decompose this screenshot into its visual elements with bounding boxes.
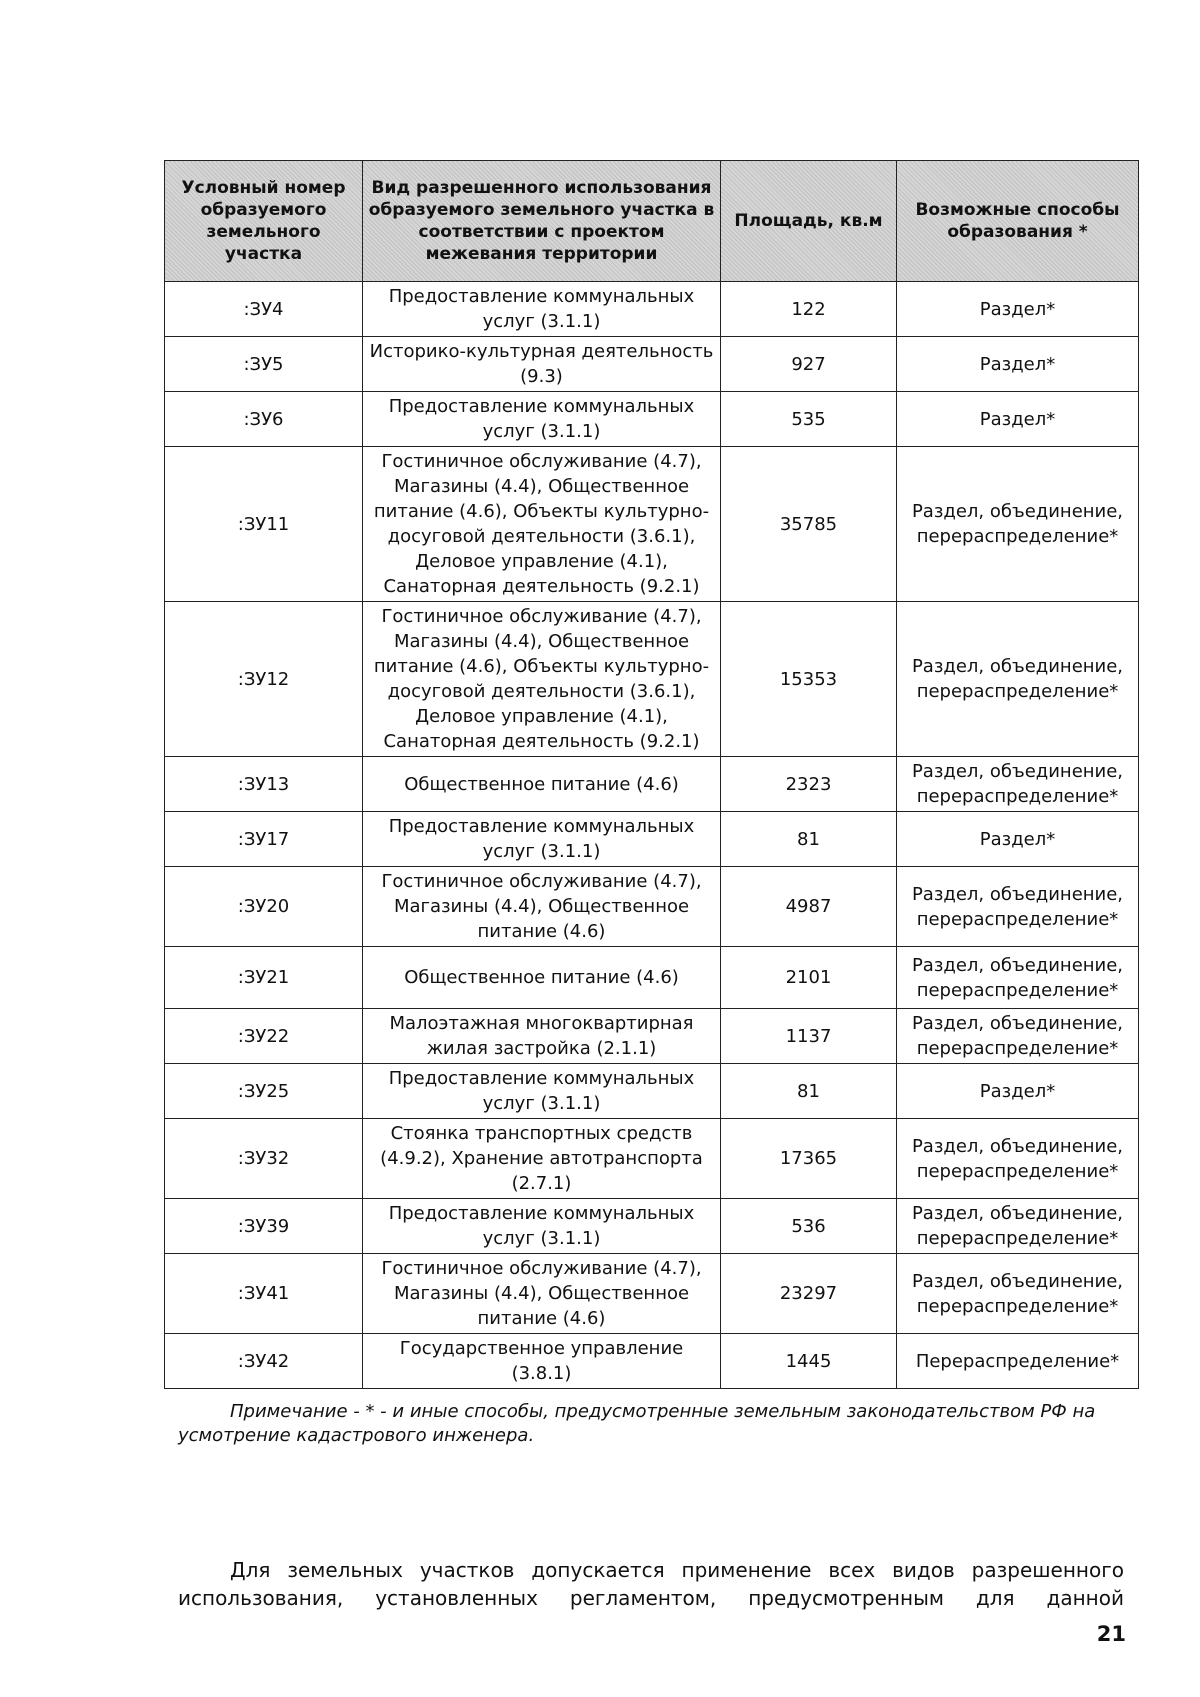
cell-formation-method: Раздел* <box>897 337 1139 392</box>
cell-permitted-use: Предоставление коммунальных услуг (3.1.1) <box>363 282 721 337</box>
header-area: Площадь, кв.м <box>721 161 897 282</box>
cell-area: 536 <box>721 1199 897 1254</box>
table-row <box>165 1199 1139 1254</box>
table-body <box>165 282 1139 1389</box>
table-row <box>165 867 1139 947</box>
page-number: 21 <box>1096 1622 1126 1646</box>
cell-area: 1445 <box>721 1334 897 1389</box>
cell-area: 81 <box>721 1064 897 1119</box>
cell-plot-number: :ЗУ39 <box>165 1199 363 1254</box>
table-row <box>165 1064 1139 1119</box>
cell-plot-number: :ЗУ41 <box>165 1254 363 1334</box>
table-row <box>165 1119 1139 1199</box>
cell-plot-number: :ЗУ6 <box>165 392 363 447</box>
cell-plot-number: :ЗУ22 <box>165 1009 363 1064</box>
table-row <box>165 282 1139 337</box>
cell-formation-method: Раздел, объединение, перераспределение* <box>897 1254 1139 1334</box>
cell-permitted-use: Предоставление коммунальных услуг (3.1.1) <box>363 392 721 447</box>
cell-permitted-use: Общественное питание (4.6) <box>363 757 721 812</box>
table-row <box>165 1254 1139 1334</box>
cell-formation-method: Раздел, объединение, перераспределение* <box>897 447 1139 602</box>
table-row <box>165 947 1139 1009</box>
cell-formation-method: Раздел* <box>897 1064 1139 1119</box>
cell-formation-method: Раздел* <box>897 392 1139 447</box>
cell-permitted-use: Предоставление коммунальных услуг (3.1.1) <box>363 812 721 867</box>
cell-formation-method: Раздел, объединение, перераспределение* <box>897 947 1139 1009</box>
table-row <box>165 757 1139 812</box>
cell-formation-method: Раздел* <box>897 812 1139 867</box>
cell-plot-number: :ЗУ5 <box>165 337 363 392</box>
cell-area: 23297 <box>721 1254 897 1334</box>
cell-permitted-use: Гостиничное обслуживание (4.7), Магазины (4.4), Общественное питание (4.6), Объекты культурно-досуговой деятельности (3.6.1), Деловое управление (4.1), Санаторная деятельность (9.2.1) <box>363 602 721 757</box>
cell-formation-method: Раздел* <box>897 282 1139 337</box>
table-row <box>165 1009 1139 1064</box>
cell-permitted-use: Малоэтажная многоквартирная жилая застройка (2.1.1) <box>363 1009 721 1064</box>
cell-permitted-use: Государственное управление (3.8.1) <box>363 1334 721 1389</box>
cell-area: 35785 <box>721 447 897 602</box>
cell-area: 122 <box>721 282 897 337</box>
cell-area: 2323 <box>721 757 897 812</box>
cell-formation-method: Перераспределение* <box>897 1334 1139 1389</box>
cell-permitted-use: Гостиничное обслуживание (4.7), Магазины (4.4), Общественное питание (4.6) <box>363 867 721 947</box>
cell-plot-number: :ЗУ12 <box>165 602 363 757</box>
table-note: Примечание - * - и иные способы, предусмотренные земельным законодательством РФ на усмотрение кадастрового инженера. <box>178 1401 1096 1446</box>
cell-formation-method: Раздел, объединение, перераспределение* <box>897 757 1139 812</box>
header-permitted-use: Вид разрешенного использования образуемого земельного участка в соответствии с проектом межевания территории <box>363 161 721 282</box>
cell-formation-method: Раздел, объединение, перераспределение* <box>897 1199 1139 1254</box>
cell-area: 535 <box>721 392 897 447</box>
cell-area: 1137 <box>721 1009 897 1064</box>
cell-formation-method: Раздел, объединение, перераспределение* <box>897 1009 1139 1064</box>
cell-area: 2101 <box>721 947 897 1009</box>
cell-area: 927 <box>721 337 897 392</box>
table-header-row <box>165 161 1139 282</box>
cell-permitted-use: Историко-культурная деятельность (9.3) <box>363 337 721 392</box>
cell-area: 17365 <box>721 1119 897 1199</box>
cell-permitted-use: Предоставление коммунальных услуг (3.1.1) <box>363 1199 721 1254</box>
cell-plot-number: :ЗУ4 <box>165 282 363 337</box>
table-row <box>165 392 1139 447</box>
cell-plot-number: :ЗУ21 <box>165 947 363 1009</box>
header-plot-number: Условный номер образуемого земельного участка <box>165 161 363 282</box>
cell-plot-number: :ЗУ20 <box>165 867 363 947</box>
cell-permitted-use: Стоянка транспортных средств (4.9.2), Хранение автотранспорта (2.7.1) <box>363 1119 721 1199</box>
table-row <box>165 812 1139 867</box>
table-row <box>165 602 1139 757</box>
body-paragraph: Для земельных участков допускается применение всех видов разрешенного использования, установленных регламентом, предусмотренным для данной <box>178 1558 1124 1610</box>
header-formation-methods: Возможные способы образования * <box>897 161 1139 282</box>
cell-permitted-use: Общественное питание (4.6) <box>363 947 721 1009</box>
cell-formation-method: Раздел, объединение, перераспределение* <box>897 602 1139 757</box>
cell-plot-number: :ЗУ25 <box>165 1064 363 1119</box>
table-row <box>165 1334 1139 1389</box>
cell-plot-number: :ЗУ13 <box>165 757 363 812</box>
cell-area: 15353 <box>721 602 897 757</box>
cell-formation-method: Раздел, объединение, перераспределение* <box>897 1119 1139 1199</box>
cell-plot-number: :ЗУ17 <box>165 812 363 867</box>
cell-area: 81 <box>721 812 897 867</box>
cell-plot-number: :ЗУ32 <box>165 1119 363 1199</box>
cell-formation-method: Раздел, объединение, перераспределение* <box>897 867 1139 947</box>
cell-permitted-use: Гостиничное обслуживание (4.7), Магазины (4.4), Общественное питание (4.6) <box>363 1254 721 1334</box>
cell-area: 4987 <box>721 867 897 947</box>
table-row <box>165 337 1139 392</box>
cell-plot-number: :ЗУ11 <box>165 447 363 602</box>
cell-permitted-use: Гостиничное обслуживание (4.7), Магазины (4.4), Общественное питание (4.6), Объекты культурно-досуговой деятельности (3.6.1), Деловое управление (4.1), Санаторная деятельность (9.2.1) <box>363 447 721 602</box>
land-plots-table <box>164 160 1139 1389</box>
cell-plot-number: :ЗУ42 <box>165 1334 363 1389</box>
table-row <box>165 447 1139 602</box>
cell-permitted-use: Предоставление коммунальных услуг (3.1.1) <box>363 1064 721 1119</box>
